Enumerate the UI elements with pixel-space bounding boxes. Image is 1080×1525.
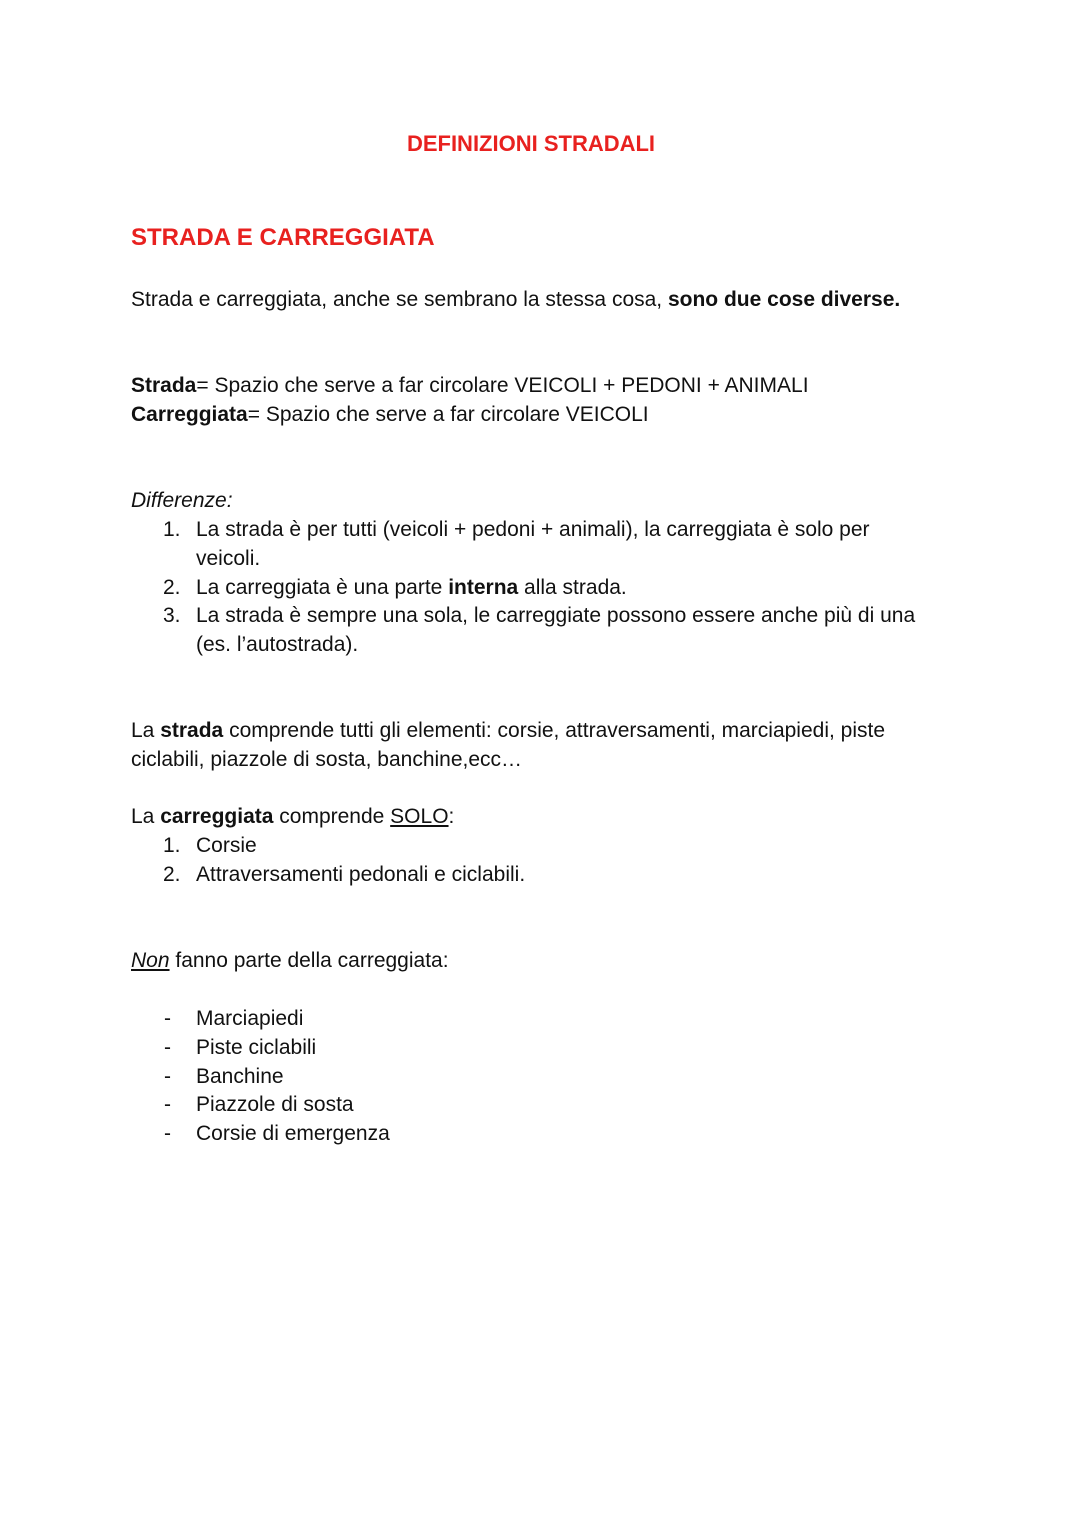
bold-text: carreggiata <box>160 805 274 828</box>
list-item-text: Corsie di emergenza <box>196 1122 390 1145</box>
text-run: fanno parte della carreggiata: <box>169 949 449 972</box>
not-part-paragraph <box>131 946 449 975</box>
bullet-dash: - <box>164 1122 171 1145</box>
underlined-text: SOLO <box>390 805 449 828</box>
list-number: 1. <box>163 518 181 541</box>
list-item-before: La carreggiata è una parte <box>196 576 449 599</box>
intro-bold-text: sono due cose diverse. <box>667 288 901 311</box>
list-number: 2. <box>163 863 181 886</box>
list-number: 3. <box>163 604 181 627</box>
definition-carreggiata <box>131 400 649 429</box>
bullet-dash: - <box>164 1036 171 1059</box>
list-item-text: Banchine <box>196 1065 284 1088</box>
list-number: 2. <box>163 576 181 599</box>
text-run: comprende tutti gli elementi: corsie, attraversamenti, marciapiedi, piste <box>223 719 886 742</box>
definition-term: Carreggiata <box>131 403 248 426</box>
text-run: La <box>131 805 161 828</box>
text-run: : <box>448 805 455 828</box>
definition-text: = Spazio che serve a far circolare VEICOLI <box>247 403 649 426</box>
bold-text: strada <box>160 719 224 742</box>
list-item-text <box>196 573 627 602</box>
strada-includes-paragraph <box>131 716 885 745</box>
bullet-dash: - <box>164 1065 171 1088</box>
strada-includes-continued: ciclabili, piazzole di sosta, banchine,ecc… <box>131 748 523 771</box>
list-item-text: La strada è sempre una sola, le carreggiate possono essere anche più di una <box>196 604 916 627</box>
list-item-text-continued: veicoli. <box>196 547 261 570</box>
text-run: comprende <box>273 805 391 828</box>
intro-text: Strada e carreggiata, anche se sembrano la stessa cosa, <box>131 288 668 311</box>
bullet-dash: - <box>164 1093 171 1116</box>
list-item-text: Corsie <box>196 834 257 857</box>
bullet-dash: - <box>164 1007 171 1030</box>
definition-strada <box>131 371 809 400</box>
underlined-italic-text: Non <box>131 949 170 972</box>
differences-label: Differenze: <box>131 489 233 512</box>
list-item-bold: interna <box>448 576 519 599</box>
list-item-after: alla strada. <box>518 576 627 599</box>
section-heading: STRADA E CARREGGIATA <box>131 224 435 251</box>
definition-term: Strada <box>131 374 197 397</box>
definition-text: = Spazio che serve a far circolare VEICOLI + PEDONI + ANIMALI <box>196 374 809 397</box>
list-item-text: Piazzole di sosta <box>196 1093 354 1116</box>
list-item-text: La strada è per tutti (veicoli + pedoni + animali), la carreggiata è solo per <box>196 518 870 541</box>
list-item-text-continued: (es. l’autostrada). <box>196 633 359 656</box>
list-number: 1. <box>163 834 181 857</box>
text-run: La <box>131 719 161 742</box>
list-item-text: Piste ciclabili <box>196 1036 317 1059</box>
list-item-text: Marciapiedi <box>196 1007 304 1030</box>
document-title: DEFINIZIONI STRADALI <box>406 131 656 156</box>
intro-paragraph <box>131 285 900 314</box>
carreggiata-includes-paragraph <box>131 802 454 831</box>
list-item-text: Attraversamenti pedonali e ciclabili. <box>196 863 526 886</box>
